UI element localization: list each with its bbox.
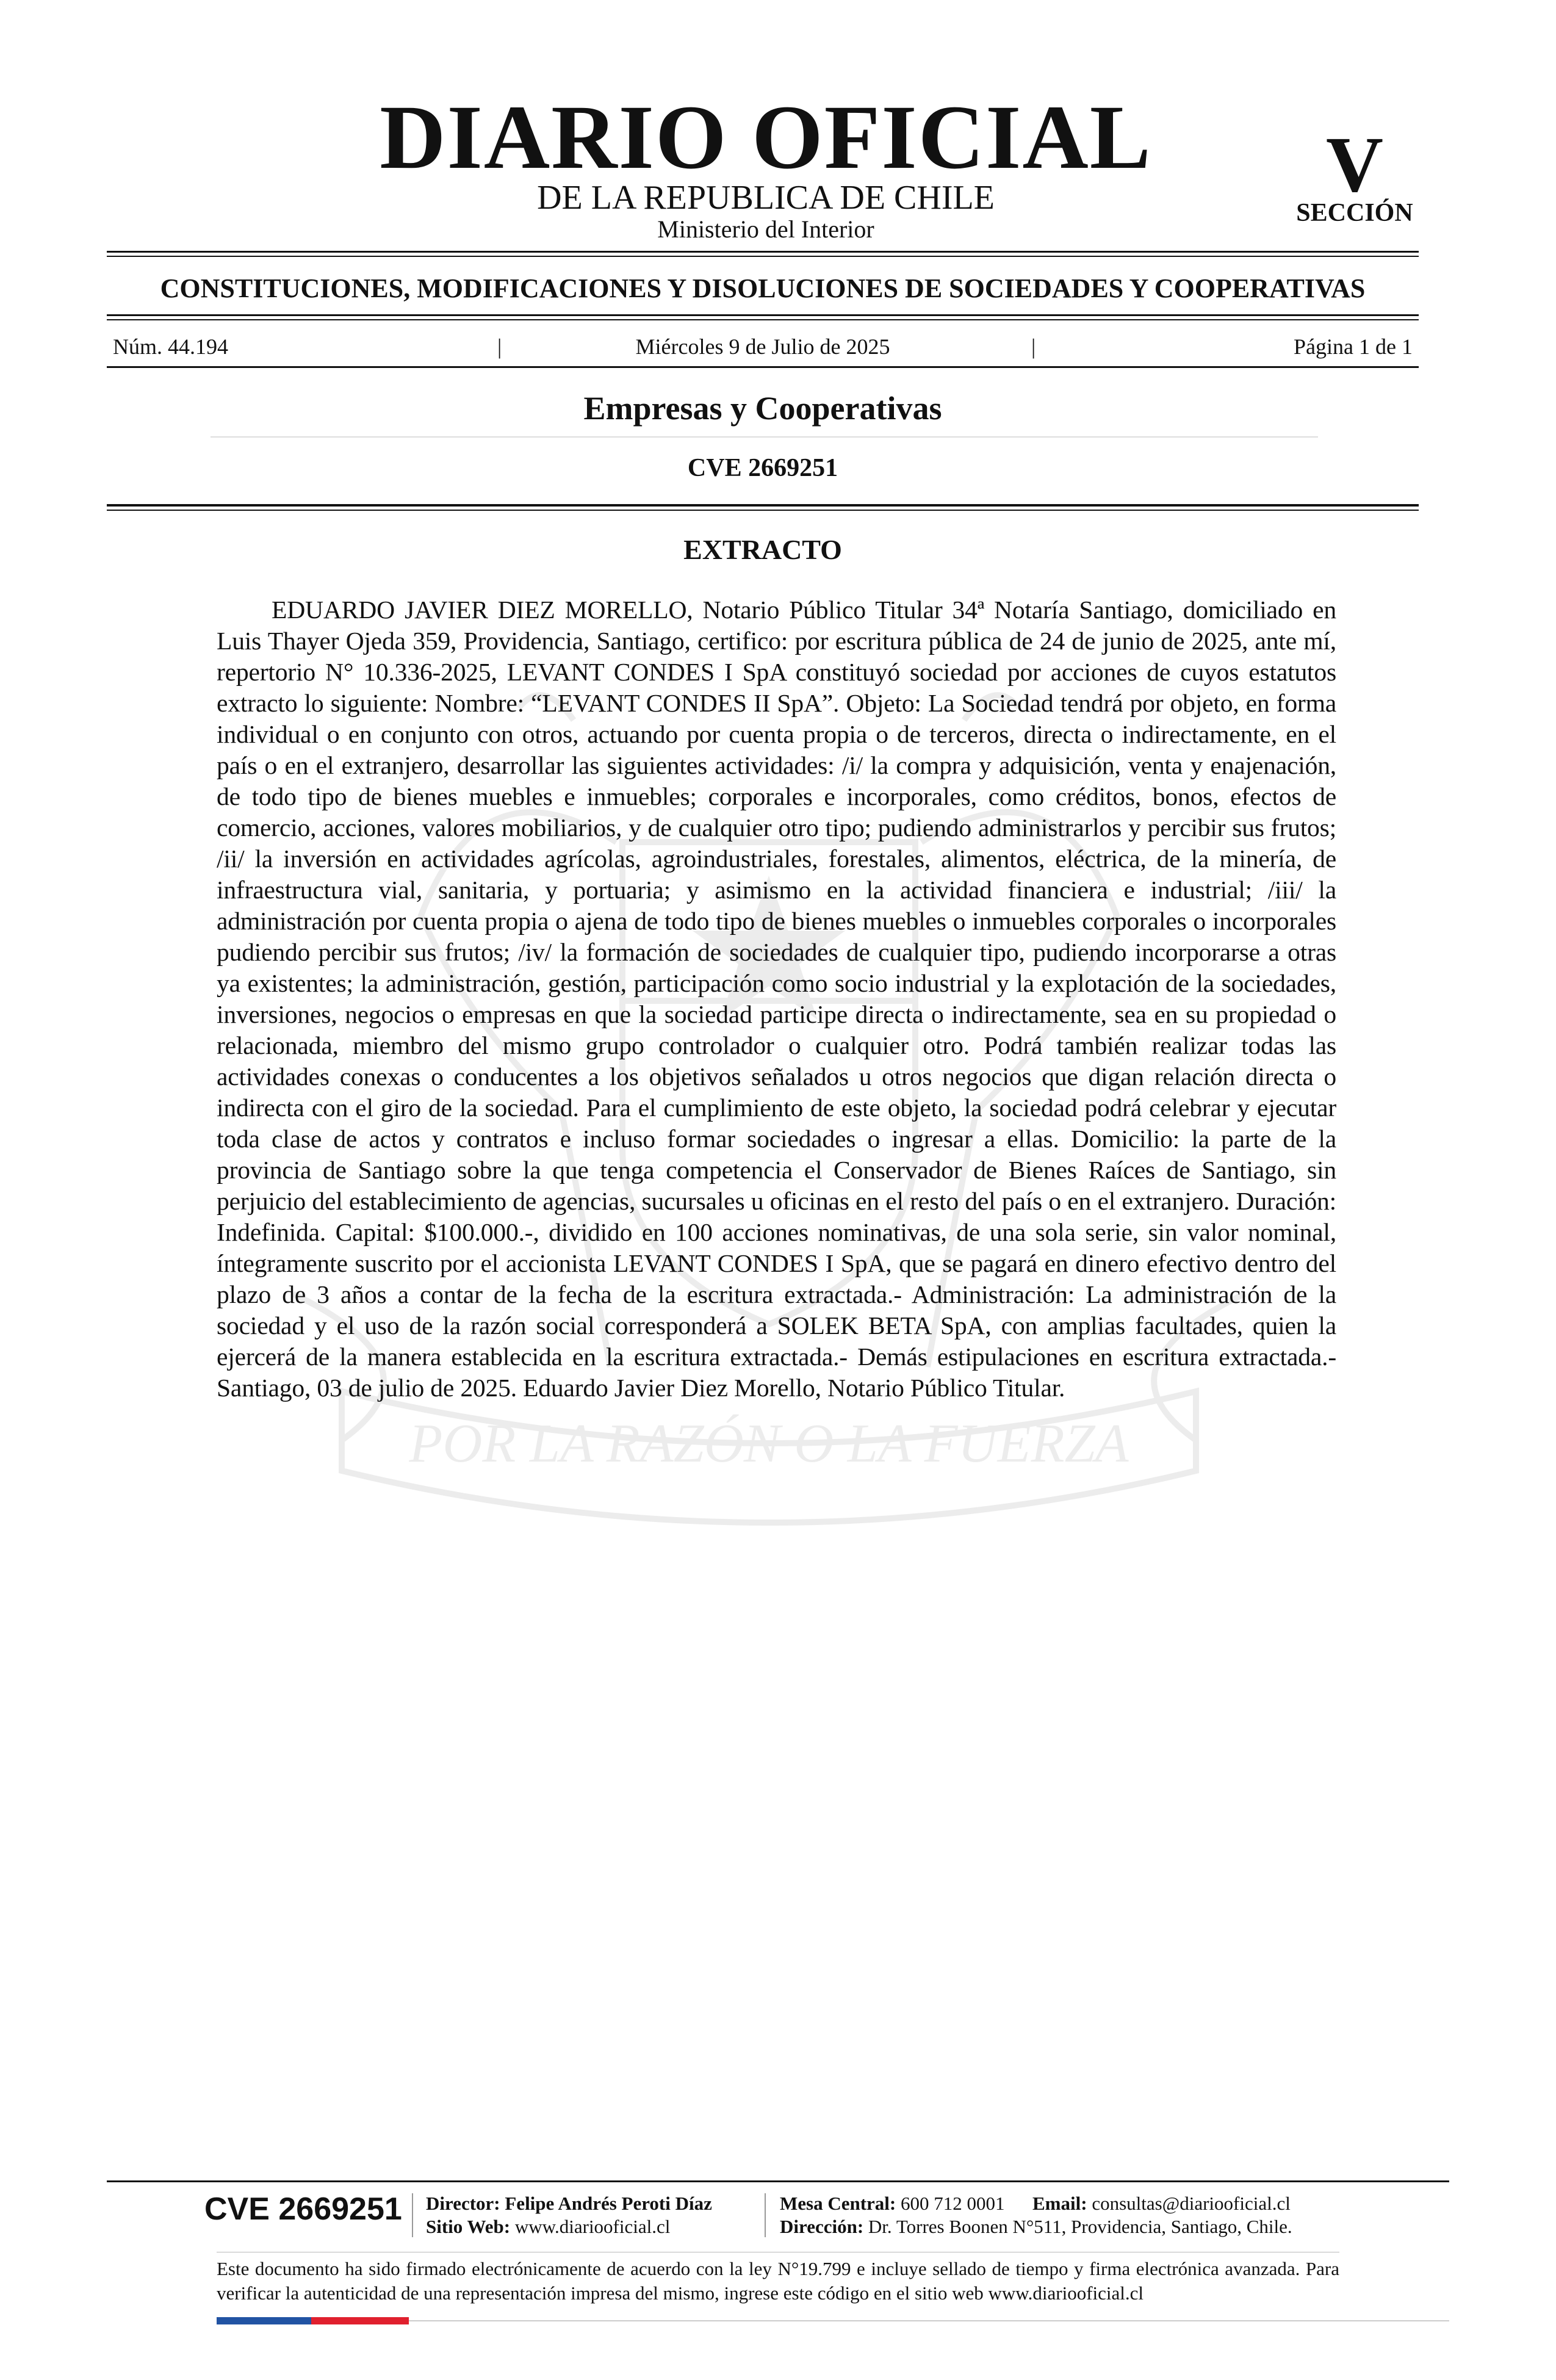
ministry-label: Ministerio del Interior (657, 215, 874, 243)
issue-date: Miércoles 9 de Julio de 2025 (635, 334, 890, 359)
masthead-rule (107, 251, 1419, 253)
website-line (426, 2215, 670, 2238)
footer-divider (765, 2193, 766, 2237)
masthead-rule-thin (107, 256, 1419, 257)
cve-code: CVE 2669251 (687, 454, 838, 482)
category-title: Empresas y Cooperativas (583, 390, 942, 427)
flag-stripe-blue (217, 2317, 311, 2324)
page-indicator: Página 1 de 1 (1294, 334, 1413, 359)
document-body: EDUARDO JAVIER DIEZ MORELLO, Notario Público Titular 34ª Notaría Santiago, domiciliado en Luis Thayer Ojeda 359, Providencia, Santiago, certifico: por escritura pública de 24 de junio de 2025, ante mí, repertorio N° 10.336-2025, LEVANT CONDES I SpA constituyó sociedad por acciones de cuyos estatutos extracto lo siguiente: Nombre: “LEVANT CONDES II SpA”. Objeto: La Sociedad tendrá por objeto, en forma individual o en conjunto con otros, actuando por cuenta propia o de terceros, directa o indirectamente, en el país o en el extranjero, desarrollar las siguientes actividades: /i/ la compra y adquisición, venta y enajenación, de todo tipo de bienes muebles e inmuebles; corporales e incorporales, como créditos, bonos, efectos de comercio, acciones, valores mobiliarios, y de cualquier otro tipo; pudiendo administrarlos y percibir sus frutos; /ii/ la inversión en actividades agrícolas, agroindustriales, forestales, alimentos, eléctrica, de la minería, de infraestructura vial, sanitaria, y portuaria; y asimismo en la actividad financiera e industrial; /iii/ la administración por cuenta propia o ajena de todo tipo de bienes muebles o inmuebles corporales o incorporales pudiendo percibir sus frutos; /iv/ la formación de sociedades de cualquier tipo, pudiendo incorporarse a otras ya existentes; la administración, gestión, participación como socio industrial y la explotación de la sociedades, inversiones, negocios o empresas en que la sociedad participe directa o indirectamente, sea en su propiedad o relacionada, miembro del mismo grupo controlador o cualquier otro. Podrá también realizar todas las actividades conexas o conducentes a los objetivos señalados u otros negocios que digan relación directa o indirecta con el giro de la sociedad. Para el cumplimiento de este objeto, la sociedad podrá celebrar y ejecutar toda clase de actos y contratos e incluso formar sociedades o ingresar a ellas. Domicilio: la parte de la provincia de Santiago sobre la que tenga competencia el Conservador de Bienes Raíces de Santiago, sin perjuicio del establecimiento de agencias, sucursales u oficinas en el resto del país o en el extranjero. Duración: Indefinida. Capital: $100.000.-, dividido en 100 acciones nominativas, de una sola serie, sin valor nominal, íntegramente suscrito por el accionista LEVANT CONDES I SpA, que se pagará en dinero efectivo dentro del plazo de 3 años a contar de la fecha de la escritura extractada.- Administración: La administración de la sociedad y el uso de la razón social corresponderá a SOLEK BETA SpA, con amplias facultades, quien la ejercerá de la manera establecida en la escritura extractada.- Demás estipulaciones en escritura extractada.- Santiago, 03 de julio de 2025. Eduardo Javier Diez Morello, Notario Público Titular. (217, 596, 1336, 1402)
website-link[interactable]: www.diariooficial.cl (514, 2216, 671, 2237)
content-rule-thin (107, 510, 1419, 511)
address-line (780, 2215, 1292, 2238)
dateline-separator: | (1031, 334, 1036, 359)
dateline-separator: | (497, 334, 502, 359)
section-title: CONSTITUCIONES, MODIFICACIONES Y DISOLUCIONES DE SOCIEDADES Y COOPERATIVAS (160, 273, 1366, 303)
director-line (426, 2192, 712, 2215)
issue-number: Núm. 44.194 (113, 334, 228, 359)
footer-rule (107, 2180, 1449, 2182)
flag-stripe-red (311, 2317, 409, 2324)
director-label: Director: (426, 2193, 500, 2214)
director-name: Felipe Andrés Peroti Díaz (505, 2193, 712, 2214)
motto-text: POR LA RAZÓN O LA FUERZA (409, 1413, 1129, 1474)
contact-line (780, 2192, 1291, 2215)
section-label: SECCIÓN (1296, 199, 1413, 227)
section-rule (107, 314, 1419, 316)
section-number: V (1326, 121, 1383, 209)
bottom-rule (409, 2320, 1449, 2321)
legal-notice: Este documento ha sido firmado electrónicamente de acuerdo con la ley N°19.799 e incluye sellado de tiempo y firma electrónica avanzada. Para verificar la autenticidad de una representación impresa del mismo, ingrese este código en el sitio web www.diariooficial.cl (217, 2258, 1339, 2304)
dateline (107, 333, 1419, 361)
footer-cve-code: CVE 2669251 (204, 2191, 402, 2227)
content-rule (107, 504, 1419, 507)
masthead-subtitle: DE LA REPUBLICA DE CHILE (537, 179, 995, 217)
address-label: Dirección: (780, 2216, 864, 2237)
website-label: Sitio Web: (426, 2216, 511, 2237)
address-value: Dr. Torres Boonen N°511, Providencia, Santiago, Chile. (868, 2216, 1292, 2237)
mesa-phone: 600 712 0001 (901, 2193, 1005, 2214)
section-rule-thin (107, 319, 1419, 320)
email-label: Email: (1032, 2193, 1087, 2214)
dateline-rule (107, 366, 1419, 368)
category-rule (211, 436, 1318, 438)
masthead-title: DIARIO OFICIAL (380, 87, 1152, 188)
document-title: EXTRACTO (683, 534, 842, 565)
footer-divider (412, 2193, 413, 2237)
email-link[interactable]: consultas@diariooficial.cl (1092, 2193, 1291, 2214)
mesa-label: Mesa Central: (780, 2193, 896, 2214)
